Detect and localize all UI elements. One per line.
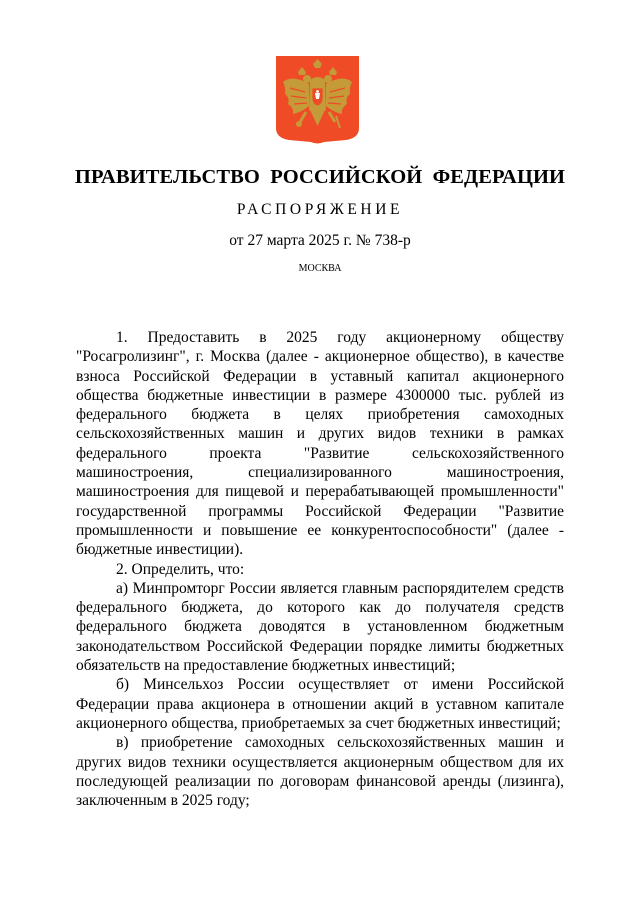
coat-of-arms-icon [276,56,359,145]
paragraph-2c: в) приобретение самоходных сельскохозяйственных машин и других видов техники осуществляется акционерным обществом для их последующей реализации по договорам финансовой аренды (лизинга), заключенным в 2025 году; [76,734,564,810]
document-body [76,328,564,810]
document-type: РАСПОРЯЖЕНИЕ [236,201,404,218]
document-date-number: от 27 марта 2025 г. № 738-р [229,232,411,249]
paragraph-1: 1. Предоставить в 2025 году акционерному обществу "Росагролизинг", г. Москва (далее - акционерное общество), в качестве взноса Российской Федерации в уставный капитал акционерного общества бюджетные инвестиции в размере 4300000 тыс. рублей из федерального бюджета в целях приобретения самоходных сельскохозяйственных машин и других видов техники в рамках федерального проекта "Развитие сельскохозяйственного машиностроения, специализированного машиностроения, машиностроения для пищевой и перерабатывающей промышленности" государственной программы Российской Федерации "Развитие промышленности и повышение ее конкурентоспособности" (далее - бюджетные инвестиции). [76,329,564,559]
document-city: МОСКВА [298,263,342,274]
paragraph-2b: б) Минсельхоз России осуществляет от имени Российской Федерации права акционера в отношении акций в уставном капитале акционерного общества, приобретаемых за счет бюджетных инвестиций; [76,676,564,732]
paragraph-2a: а) Минпромторг России является главным распорядителем средств федерального бюджета, до которого как до получателя средств федерального бюджета доводятся в установленном бюджетным законодательством Российской Федерации порядке лимиты бюджетных обязательств на предоставление бюджетных инвестиций; [76,579,564,675]
government-title: ПРАВИТЕЛЬСТВО РОССИЙСКОЙ ФЕДЕРАЦИИ [74,166,566,188]
paragraph-2: 2. Определить, что: [116,560,245,578]
